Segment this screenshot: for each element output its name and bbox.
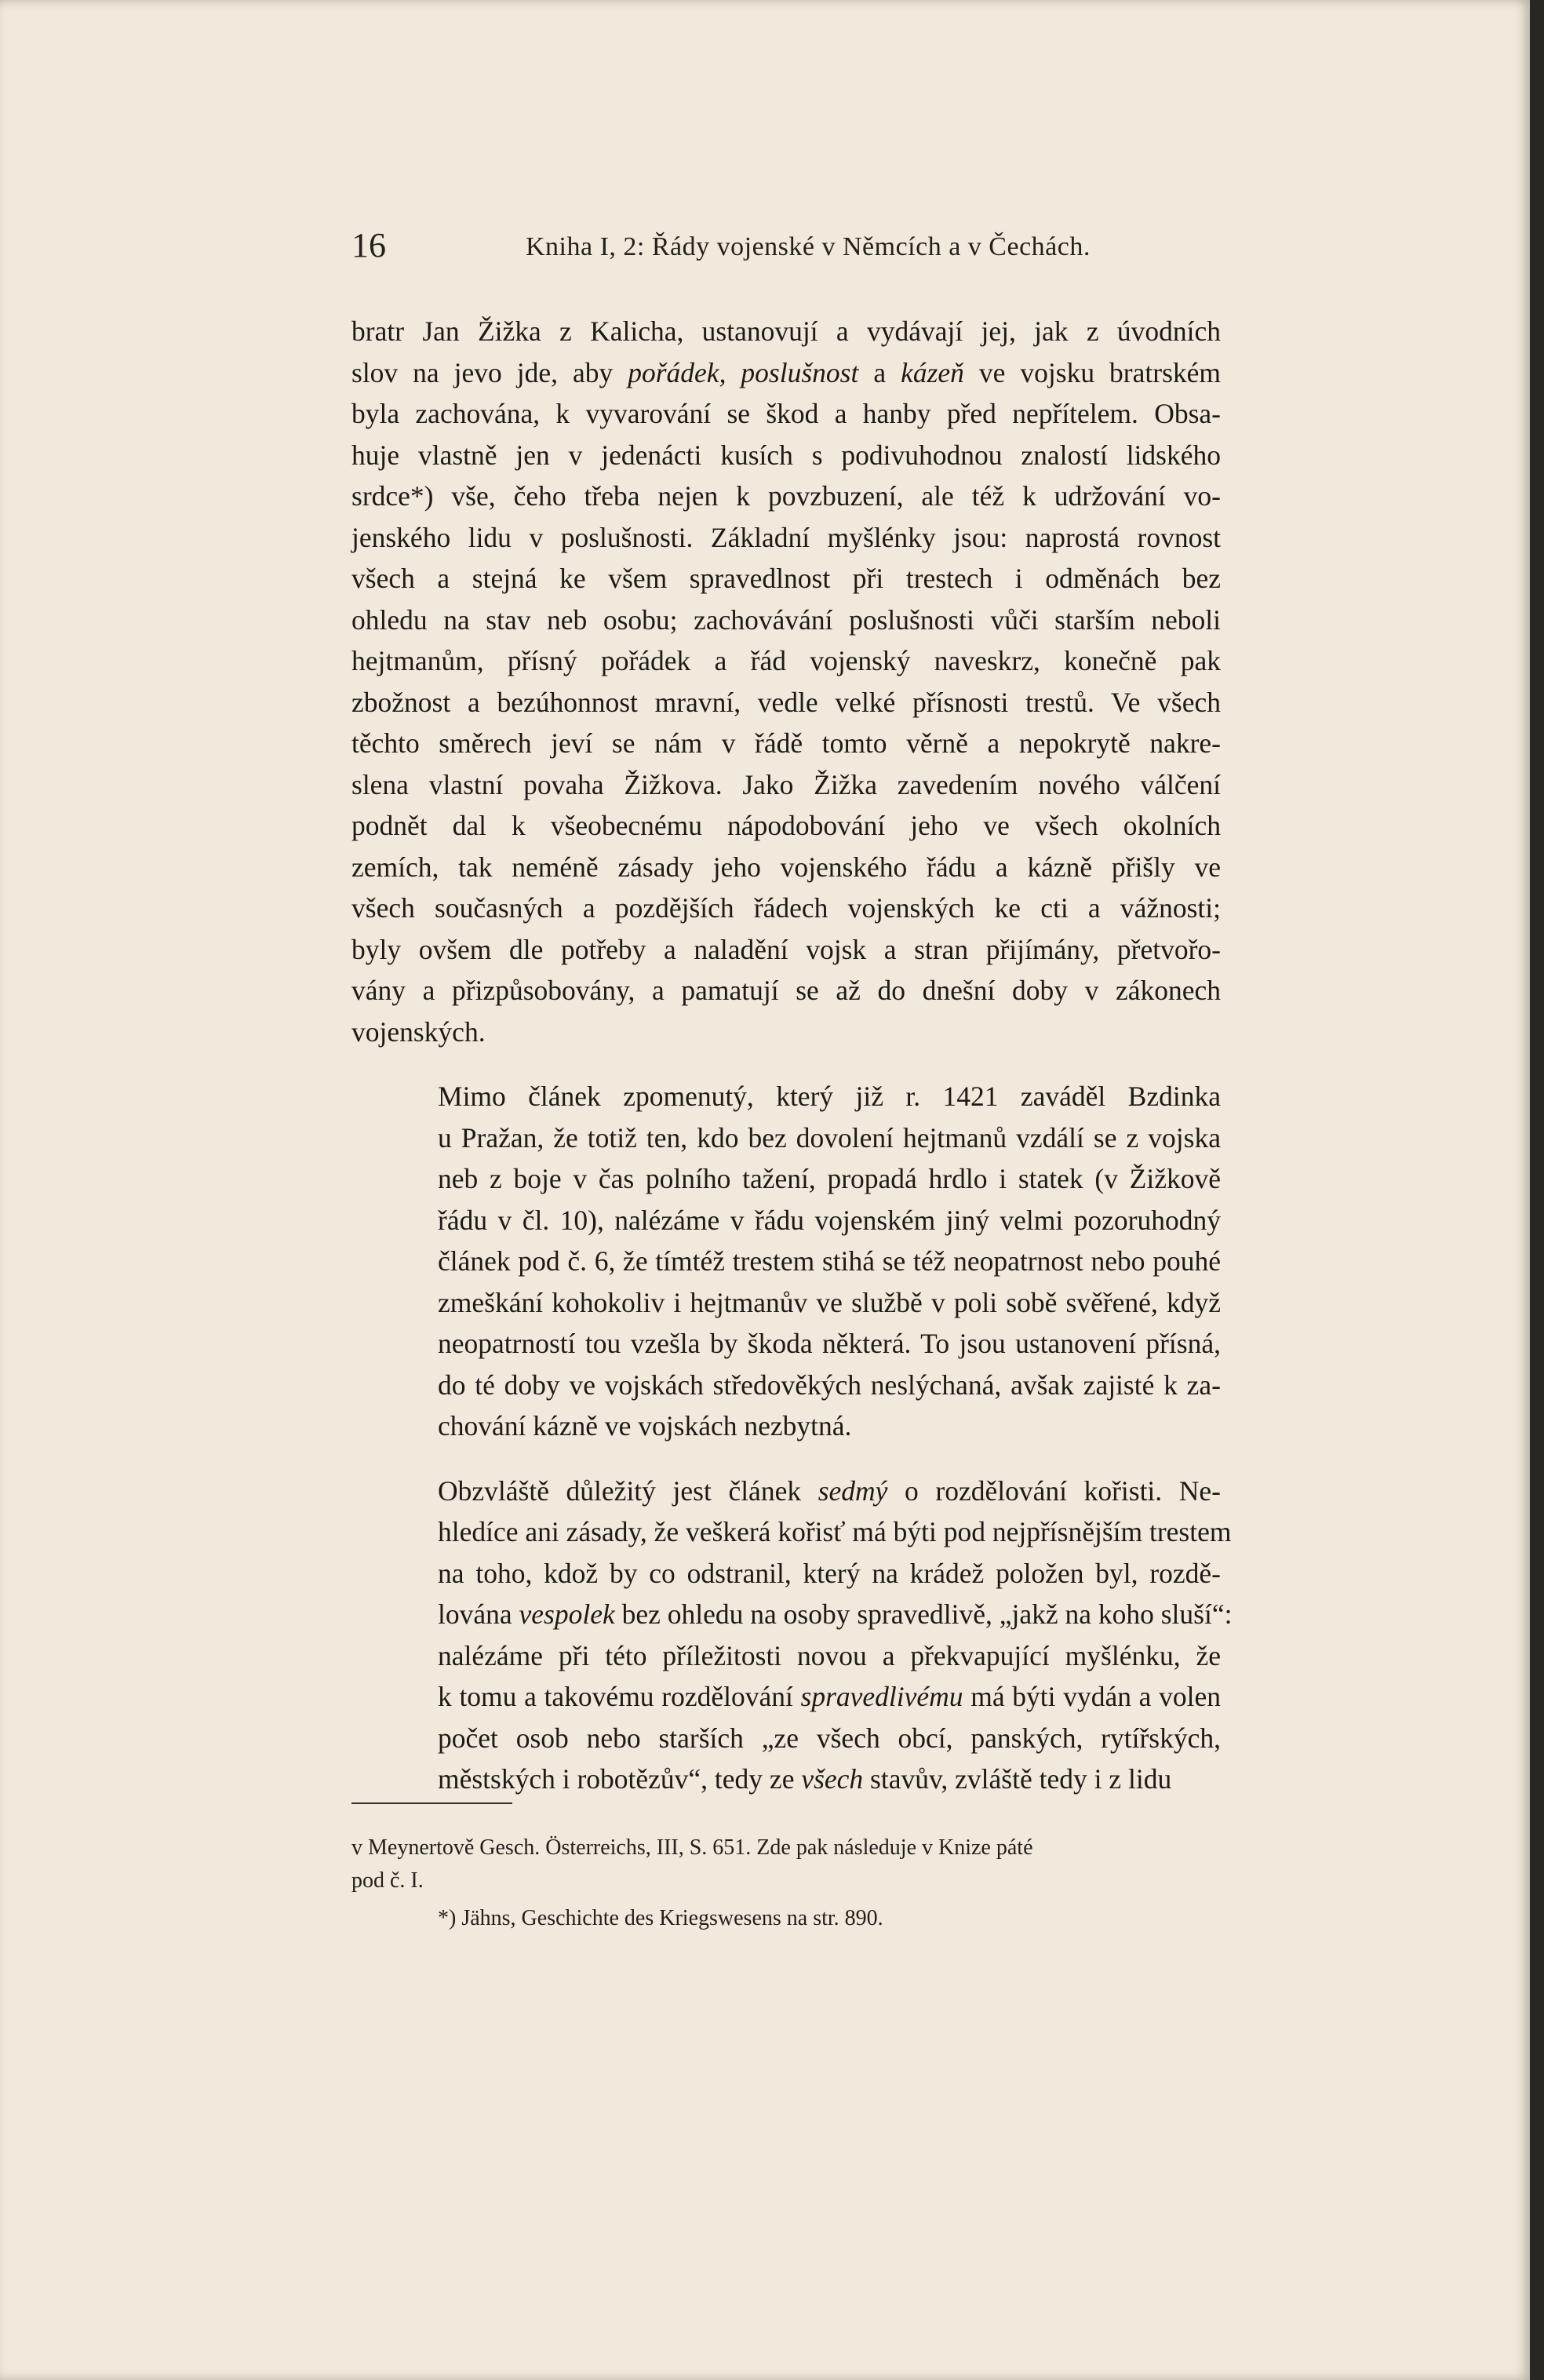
footnote-citation-line: v Meynertově Gesch. Österreichs, III, S. 651. Zde pak následuje v Knize páté [351, 1835, 1033, 1860]
body-text [351, 311, 1233, 1800]
text-line: hejtmanům, přísný pořádek a řád vojenský naveskrz, konečně pak [351, 645, 1221, 676]
text-line: byla zachována, k vyvarování se škod a hanby před nepřítelem. Obsa- [351, 398, 1221, 429]
text-line: byly ovšem dle potřeby a naladění vojsk a stran přijímány, přetvořo- [351, 933, 1221, 965]
text-line: počet osob nebo starších „ze všech obcí, panských, rytířských, [438, 1722, 1221, 1754]
text-line: Obzvláště důležitý jest článek sedmý o rozdělování kořisti. Ne- [438, 1474, 1221, 1507]
emphasis: kázeň [901, 356, 964, 388]
emphasis: pořádek, poslušnost [628, 356, 859, 388]
text-line: podnět dal k všeobecnému nápodobování jeho ve všech okolních [351, 810, 1221, 841]
text-line: vány a přizpůsobovány, a pamatují se až do dnešní doby v zákonech [351, 975, 1221, 1006]
text-line: k tomu a takovému rozdělování spravedlivému má býti vydán a volen [438, 1681, 1221, 1712]
text-line: na toho, kdož by co odstranil, který na krádež položen byl, rozdě- [438, 1557, 1221, 1589]
footnote-separator [351, 1802, 512, 1804]
text-line: u Pražan, že totiž ten, kdo bez dovolení hejtmanů vzdálí se z vojska [438, 1121, 1221, 1154]
text-line: článek pod č. 6, že tímtéž trestem stihá se též neopatrnost nebo pouhé [438, 1245, 1221, 1277]
text-line: ohledu na stav neb osobu; zachovávání poslušnosti vůči starším neboli [351, 603, 1221, 636]
text-line: řádu v čl. 10), nalézáme v řádu vojenském jiný velmi pozoruhodný [438, 1204, 1221, 1236]
text-line: neopatrností tou vzešla by škoda některá. To jsou ustanovení přísná, [438, 1328, 1221, 1359]
text-line: zemích, tak neméně zásady jeho vojenského řádu a kázně přišly ve [351, 851, 1221, 883]
text-line: chování kázně ve vojskách nezbytná. [438, 1410, 852, 1441]
text-line: slena vlastní povaha Žižkova. Jako Žižka zavedením nového válčení [351, 768, 1221, 800]
footnotes [351, 1831, 1221, 1935]
text-line: všech současných a pozdějších řádech vojenských ke cti a vážnosti; [351, 892, 1221, 924]
emphasis: spravedlivému [800, 1681, 963, 1712]
text-line: zmeškání kohokoliv i hejtmanův ve službě v poli sobě svěřené, když [438, 1286, 1221, 1318]
text-line: jenského lidu v poslušnosti. Základní myšlénky jsou: naprostá rovnost [351, 521, 1221, 553]
text-line: Mimo článek zpomenutý, který již r. 1421 zaváděl Bzdinka [438, 1081, 1221, 1112]
text-line: bratr Jan Žižka z Kalicha, ustanovují a vydávají jej, jak z úvodních [351, 315, 1221, 347]
text-line: neb z boje v čas polního tažení, propadá hrdlo i statek (v Žižkově [438, 1163, 1221, 1194]
text-line: těchto směrech jeví se nám v řádě tomto věrně a nepokrytě nakre- [351, 727, 1221, 759]
emphasis: sedmý [818, 1474, 888, 1507]
paragraph-1 [351, 311, 1221, 1052]
text-line: lována vespolek bez ohledu na osoby spravedlivě, „jakž na koho sluší“: [438, 1598, 1233, 1630]
page-number: 16 [351, 226, 386, 264]
text-line: všech a stejná ke všem spravedlnost při trestech i odměnách bez [351, 563, 1221, 594]
text-line: vojenských. [351, 1015, 486, 1048]
running-title: Kniha I, 2: Řády vojenské v Němcích a v Čechách. [526, 232, 1091, 261]
text-line: huje vlastně jen v jedenácti kusích s podivuhodnou znalostí lidského [351, 439, 1221, 471]
footnote-asterisk: *) Jähns, Geschichte des Kriegswesens na str. 890. [438, 1906, 883, 1930]
text-line: městských i robotězův“, tedy ze všech stavův, zvláště tedy i z lidu [438, 1763, 1172, 1795]
text-line: zbožnost a bezúhonnost mravní, vedle velké přísnosti trestů. Ve všech [351, 686, 1221, 718]
page-header [351, 226, 1221, 265]
paragraph-3 [351, 1471, 1233, 1800]
text-line: srdce*) vše, čeho třeba nejen k povzbuzení, ale též k udržování vo- [351, 480, 1221, 512]
emphasis: všech [801, 1763, 864, 1795]
emphasis: vespolek [519, 1598, 615, 1630]
text-line: nalézáme při této příležitosti novou a překvapující myšlénku, že [438, 1639, 1221, 1671]
footnote-citation-line: pod č. I. [351, 1868, 424, 1893]
footnote-citation [351, 1831, 1221, 1897]
text-line: slov na jevo jde, aby pořádek, poslušnost a kázeň ve vojsku bratrském [351, 356, 1222, 388]
text-line: do té doby ve vojskách středověkých neslýchaná, avšak zajisté k za- [438, 1369, 1221, 1401]
paragraph-2 [351, 1076, 1221, 1447]
text-line: hledíce ani zásady, že veškerá kořisť má býti pod nejpřísnějším trestem [438, 1516, 1232, 1547]
